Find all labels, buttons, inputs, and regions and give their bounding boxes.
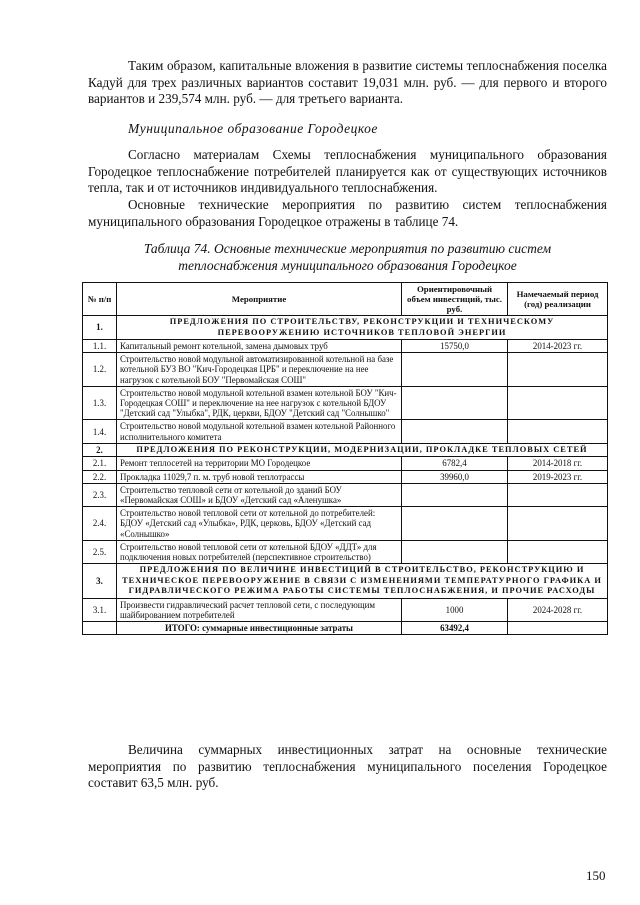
- table-row: [83, 386, 608, 420]
- row-investment: 1000: [402, 598, 508, 621]
- row-measure: Прокладка 11029,7 п. м. труб новой теплотрассы: [117, 470, 402, 483]
- caption-line-1: Таблица 74. Основные технические мероприятия по развитию систем: [143, 241, 552, 256]
- section-row: [83, 316, 608, 340]
- section-title: ПРЕДЛОЖЕНИЯ ПО РЕКОНСТРУКЦИИ, МОДЕРНИЗАЦИИ, ПРОКЛАДКЕ ТЕПЛОВЫХ СЕТЕЙ: [117, 443, 608, 457]
- row-measure: Строительство новой модульной котельной взамен котельной БОУ "Кич-Городецкая СОШ" и переключение на нее нагрузок с котельной БДОУ "Детский сад "Улыбка", РДК, церкви, БДОУ "Детский сад "Солнышко": [117, 386, 402, 420]
- header-num: № п/п: [83, 283, 117, 316]
- table-row: [83, 507, 608, 541]
- row-measure: Строительство новой тепловой сети от котельной БДОУ «ДДТ» для подключения новых потребителей (перспективное строительство): [117, 540, 402, 563]
- row-investment: [402, 420, 508, 443]
- total-empty-cell: [83, 622, 117, 635]
- row-investment: [402, 483, 508, 506]
- section-heading: Муниципальное образование Городецкое: [128, 121, 378, 136]
- row-measure: Ремонт теплосетей на территории МО Городецкое: [117, 457, 402, 470]
- row-number: 2.3.: [83, 483, 117, 506]
- row-investment: [402, 353, 508, 387]
- row-investment: 6782,4: [402, 457, 508, 470]
- section-number: 2.: [83, 443, 117, 457]
- row-investment: 15750,0: [402, 340, 508, 353]
- conclusion-paragraph: Величина суммарных инвестиционных затрат на основные технические мероприятия по развитию теплоснабжения муниципального поселения Городецкое составит 63,5 млн. руб.: [88, 742, 607, 790]
- row-measure: Строительство тепловой сети от котельной до зданий БОУ «Первомайская СОШ» и БДОУ «Детский сад «Аленушка»: [117, 483, 402, 506]
- header-investment: Ориентировочный объем инвестиций, тыс. руб.: [402, 283, 508, 316]
- row-number: 2.4.: [83, 507, 117, 541]
- table-row: [83, 420, 608, 443]
- paragraph-table-ref: Основные технические мероприятия по развитию систем теплоснабжения муниципального образования Городецкое отражены в таблице 74.: [88, 197, 607, 229]
- row-number: 3.1.: [83, 598, 117, 621]
- row-investment: [402, 540, 508, 563]
- section-title: ПРЕДЛОЖЕНИЯ ПО СТРОИТЕЛЬСТВУ, РЕКОНСТРУКЦИИ И ТЕХНИЧЕСКОМУ ПЕРЕВООРУЖЕНИЮ ИСТОЧНИКОВ ТЕПЛОВОЙ ЭНЕРГИИ: [117, 316, 608, 340]
- row-number: 1.2.: [83, 353, 117, 387]
- section-title: ПРЕДЛОЖЕНИЯ ПО ВЕЛИЧИНЕ ИНВЕСТИЦИЙ В СТРОИТЕЛЬСТВО, РЕКОНСТРУКЦИЮ И ТЕХНИЧЕСКОЕ ПЕРЕВООРУЖЕНИЕ В СВЯЗИ С ИЗМЕНЕНИЯМИ ТЕМПЕРАТУРНОГО ГРАФИКА И ГИДРАВЛИЧЕСКОГО РЕЖИМА РАБОТЫ СИСТЕМЫ ТЕПЛОСНАБЖЕНИЯ, И ПРОЧИЕ РАСХОДЫ: [117, 564, 608, 599]
- row-number: 1.3.: [83, 386, 117, 420]
- row-measure: Произвести гидравлический расчет тепловой сети, с последующим шайбированием потребителей: [117, 598, 402, 621]
- row-period: 2014-2018 гг.: [508, 457, 608, 470]
- section-row: [83, 443, 608, 457]
- table-row: [83, 540, 608, 563]
- table-caption: [88, 240, 607, 274]
- row-measure: Строительство новой модульной котельной взамен котельной Районного исполнительного комитета: [117, 420, 402, 443]
- table-row: [83, 483, 608, 506]
- total-investment: 63492,4: [402, 622, 508, 635]
- total-period-cell: [508, 622, 608, 635]
- table-header-row: [83, 283, 608, 316]
- row-period: 2019-2023 гг.: [508, 470, 608, 483]
- row-investment: [402, 507, 508, 541]
- header-measure: Мероприятие: [117, 283, 402, 316]
- table-row: [83, 598, 608, 621]
- row-investment: 39960,0: [402, 470, 508, 483]
- section-number: 3.: [83, 564, 117, 599]
- page-number: 150: [586, 868, 606, 883]
- row-period: [508, 507, 608, 541]
- row-measure: Строительство новой тепловой сети от котельной до потребителей: БДОУ «Детский сад «Улыбка», РДК, церковь, БДОУ «Детский сад «Солнышко»: [117, 507, 402, 541]
- caption-line-2: теплоснабжения муниципального образования Городецкое: [178, 258, 517, 273]
- row-number: 2.1.: [83, 457, 117, 470]
- row-period: 2014-2023 гг.: [508, 340, 608, 353]
- row-number: 1.4.: [83, 420, 117, 443]
- row-period: [508, 386, 608, 420]
- paragraph-sources: Согласно материалам Схемы теплоснабжения муниципального образования Городецкое теплоснабжение потребителей планируется как от существующих источников тепла, так и от источников индивидуального теплоснабжения.: [88, 147, 607, 195]
- row-investment: [402, 386, 508, 420]
- table-row: [83, 353, 608, 387]
- intro-paragraph: Таким образом, капитальные вложения в развитие системы теплоснабжения поселка Кадуй для трех различных вариантов составит 19,031 млн. руб. — для первого и второго вариантов и 239,574 млн. руб. — для третьего варианта.: [88, 58, 607, 106]
- row-period: 2024-2028 гг.: [508, 598, 608, 621]
- row-period: [508, 540, 608, 563]
- section-number: 1.: [83, 316, 117, 340]
- row-number: 1.1.: [83, 340, 117, 353]
- section-row: [83, 564, 608, 599]
- row-number: 2.2.: [83, 470, 117, 483]
- row-period: [508, 353, 608, 387]
- total-label: ИТОГО: суммарные инвестиционные затраты: [117, 622, 402, 635]
- table-row: [83, 457, 608, 470]
- measures-table: [82, 282, 608, 635]
- table-row: [83, 340, 608, 353]
- row-period: [508, 420, 608, 443]
- total-row: [83, 622, 608, 635]
- row-measure: Капитальный ремонт котельной, замена дымовых труб: [117, 340, 402, 353]
- row-period: [508, 483, 608, 506]
- table-row: [83, 470, 608, 483]
- row-number: 2.5.: [83, 540, 117, 563]
- header-period: Намечаемый период (год) реализации: [508, 283, 608, 316]
- row-measure: Строительство новой модульной автоматизированной котельной на базе котельной БУЗ ВО "Кич-Городецкая ЦРБ" и переключение на нее нагрузок с котельной БОУ "Первомайская СОШ": [117, 353, 402, 387]
